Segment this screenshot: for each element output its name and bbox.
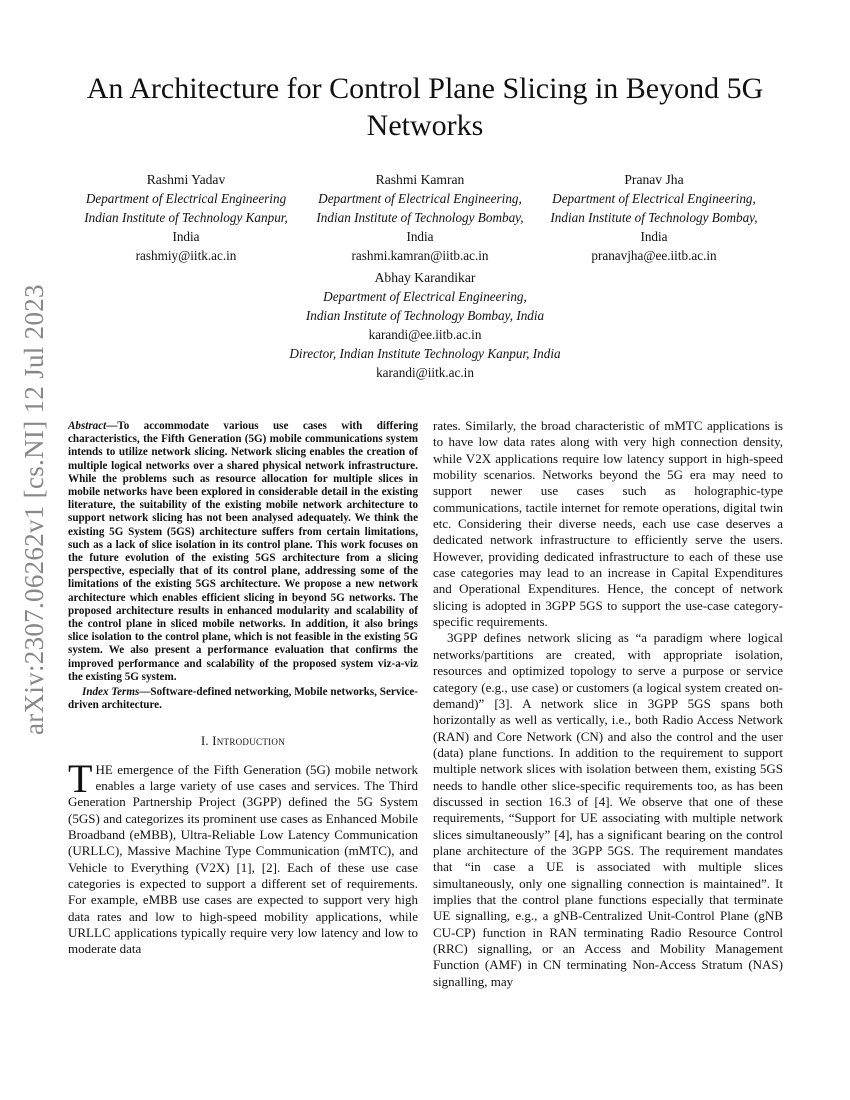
author-email: rashmi.kamran@iitb.ac.in (351, 248, 489, 263)
author-email: karandi@ee.iitb.ac.in (368, 327, 482, 342)
author-email: pranavjha@ee.iitb.ac.in (591, 248, 717, 263)
author-affiliation: Department of Electrical Engineering, (318, 191, 522, 206)
author-affiliation: Department of Electrical Engineering, (323, 289, 527, 304)
drop-cap: T (68, 755, 93, 801)
author-institute: Indian Institute of Technology Bombay, (550, 210, 758, 225)
author-affiliation: Department of Electrical Engineering (85, 191, 287, 206)
author-block (538, 170, 770, 265)
author-block (240, 268, 610, 382)
author-name: Rashmi Kamran (375, 172, 465, 187)
body-paragraph: 3GPP defines network slicing as “a paradigm where logical networks/partitions are created, with appropriate isolation, resources and optimized topology to serve a purpose or service category (e.g., use case) or customers (a logical system created on-demand)” [3]. A network slice in 3GPP 5GS spans both horizontally as well as vertically, i.e., both Radio Access Network (RAN) and Core Network (CN) and also the control and the user (data) plane functions. In addition to the requirement to support multiple network slices with isolation between them, existing 5GS needs to handle other slice-specific requirements too, as has been discussed in section 16.3 of [4]. We observe that one of these requirements, “Support for UE associating with multiple network slices simultaneously” [4], has a significant bearing on the control plane architecture of the 3GPP 5GS. The requirement mandates that “in case a UE is associated with multiple slices simultaneously, only one signalling connection is maintained”. It implies that the control plane functions especially that terminate UE signalling, e.g., a gNB-Centralized Unit-Control Plane (gNB CU-CP) function in RAN terminating Radio Resource Control (RRC) signalling, or an Access and Mobility Management Function (AMF) in CN terminating Non-Access Stratum (NAS) signalling, may (433, 630, 783, 989)
right-column (433, 418, 783, 990)
author-name: Pranav Jha (624, 172, 684, 187)
abstract-text: —To accommodate various use cases with differing characteristics, the Fifth Generation (5G) mobile communications system intends to utilize network slicing. Network slicing enables the creation of multiple logical networks over a shared physical network infrastructure. While the problems such as resource allocation for multiple slices in mobile networks have been explored in considerable detail in the existing literature, the suitability of the existing mobile network architecture to support network slicing has not been analysed adequately. We think the existing 5G System (5GS) architecture suffers from certain limitations, such as a lack of slice isolation in its control plane. This work focuses on the future evolution of the existing 5GS architecture from a slicing perspective, especially that of its control plane, addressing some of the limitations of the existing 5GS architecture. We propose a new network architecture which enables efficient slicing in beyond 5G networks. The proposed architecture results in enhanced modularity and scalability of the control plane in sliced mobile networks. In addition, it also brings slice isolation to the control plane, which is not feasible in the existing 5G system. We also present a performance evaluation that confirms the improved performance and scalability of the proposed system viz-a-viz the existing 5G system. (68, 420, 418, 683)
left-column (68, 420, 418, 957)
body-paragraph: rates. Similarly, the broad characteristic of mMTC applications is to have low data rates along with very high connection density, while V2X applications require low latency support in high-speed mobility scenarios. Networks beyond the 5G era may need to support newer use cases such as holographic-type communications, tactile internet for remote operations, digital twin etc. Considering their diverse needs, each use case deserves a dedicated network infrastructure to efficiently serve the users. However, providing dedicated infrastructure to each of these use case categories may lead to an increase in Capital Expenditures and Operational Expenditures. Hence, the concept of network slicing is adopted in 3GPP 5GS to support the use-case category-specific requirements. (433, 418, 783, 630)
author-country: India (640, 229, 668, 244)
intro-text: HE emergence of the Fifth Generation (5G) mobile network enables a large variety of use cases and services. The Third Generation Partnership Project (3GPP) defined the 5G System (5GS) and categorizes its prominent use cases as Enhanced Mobile Broadband (eMBB), Ultra-Reliable Low Latency Communication (URLLC), Massive Machine Type Communication (mMTC), and Vehicle to Everything (V2X) [1], [2]. Each of these use case categories is expected to support a different set of requirements. For example, eMBB use cases are expected to support very high data rates and low to high-speed mobility applications, while URLLC applications typically require very low latency and low to moderate data (68, 761, 418, 957)
index-terms (68, 686, 418, 712)
intro-paragraph (68, 755, 418, 958)
author-email: rashmiy@iitk.ac.in (135, 248, 237, 263)
author-name: Abhay Karandikar (374, 270, 476, 285)
index-terms-label: Index Terms (82, 686, 140, 699)
abstract-label: Abstract (68, 420, 107, 432)
author-country: India (172, 229, 200, 244)
author-block (70, 170, 302, 265)
paper-title: An Architecture for Control Plane Slicing in Beyond 5G Networks (86, 72, 764, 142)
abstract (68, 420, 418, 684)
section-heading: I. Introduction (200, 734, 286, 749)
arxiv-identifier: arXiv:2307.06262v1 [cs.NI] 12 Jul 2023 (19, 284, 49, 735)
index-terms-text: —Software-defined networking, Mobile networks, Service-driven architecture. (68, 686, 418, 712)
author-name: Rashmi Yadav (146, 172, 226, 187)
author-email: karandi@iitk.ac.in (376, 365, 474, 380)
author-institute: Indian Institute of Technology Bombay, (316, 210, 524, 225)
author-institute: Indian Institute of Technology Kanpur, (84, 210, 288, 225)
author-affiliation: Director, Indian Institute Technology Kanpur, India (289, 346, 561, 361)
author-institute: Indian Institute of Technology Bombay, India (305, 308, 545, 323)
author-country: India (406, 229, 434, 244)
author-block (304, 170, 536, 265)
author-affiliation: Department of Electrical Engineering, (552, 191, 756, 206)
